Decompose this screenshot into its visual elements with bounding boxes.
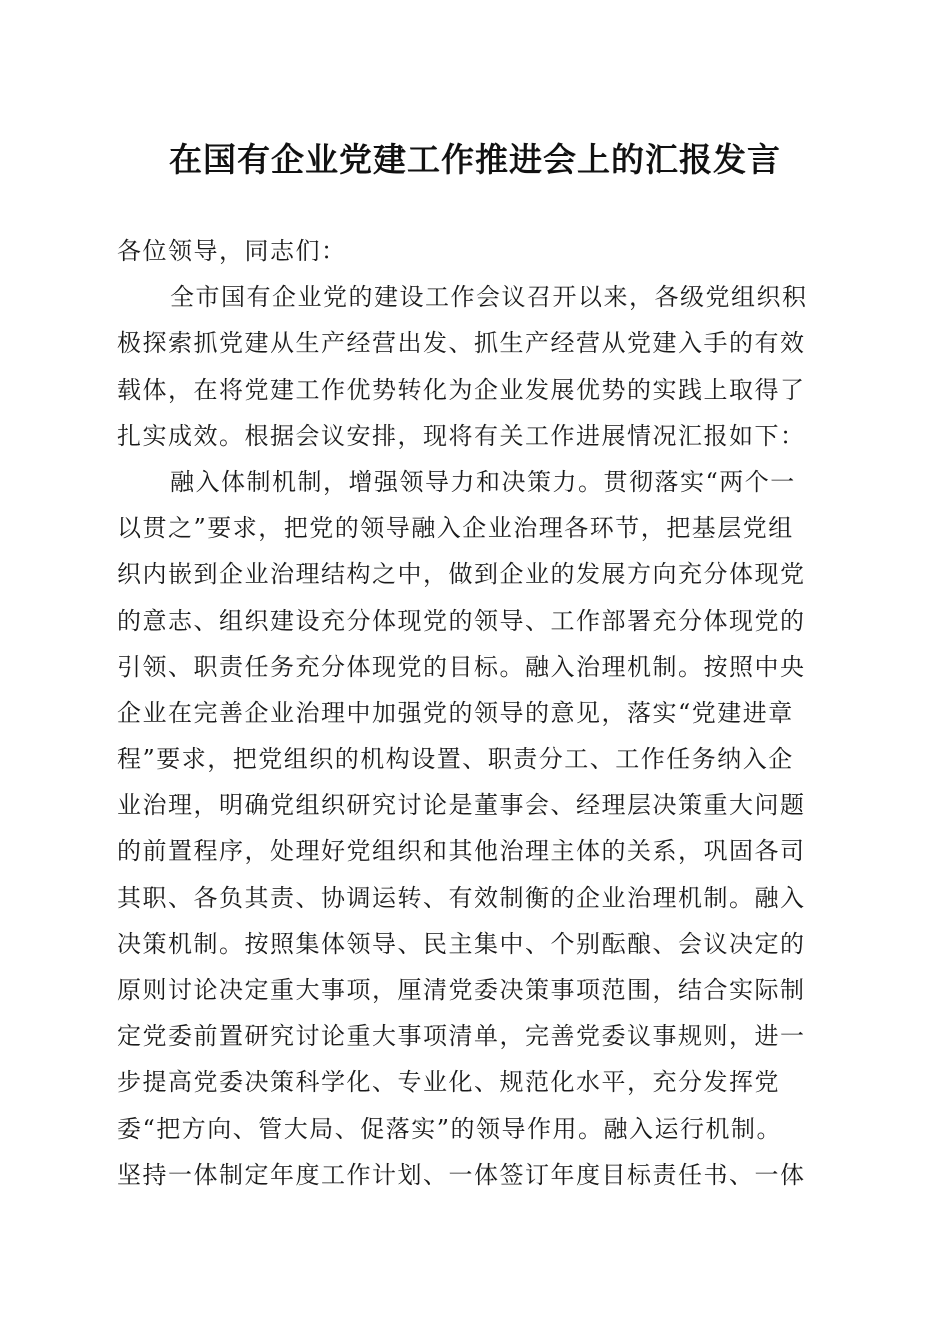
paragraph-line: 的前置程序，处理好党组织和其他治理主体的关系，巩固各司: [117, 837, 806, 866]
paragraph-line: 原则讨论决定重大事项，厘清党委决策事项范围，结合实际制: [117, 976, 806, 1004]
document-title: 在国有企业党建工作推进会上的汇报发言: [169, 140, 781, 179]
paragraph-line: 极探索抓党建从生产经营出发、抓生产经营从党建入手的有效: [117, 329, 806, 358]
paragraph-line: 织内嵌到企业治理结构之中，做到企业的发展方向充分体现党: [117, 560, 806, 589]
paragraph-line: 决策机制。按照集体领导、民主集中、个别酝酿、会议决定的: [117, 929, 806, 958]
paragraph-line: 企业在完善企业治理中加强党的领导的意见，落实“党建进章: [117, 698, 794, 727]
salutation: 各位领导，同志们：: [117, 237, 347, 265]
paragraph-line: 扎实成效。根据会议安排，现将有关工作进展情况汇报如下：: [117, 421, 806, 450]
paragraph-line: 融入体制机制，增强领导力和决策力。贯彻落实“两个一: [170, 467, 796, 496]
document-body: [117, 228, 829, 1198]
paragraph-line: 载体，在将党建工作优势转化为企业发展优势的实践上取得了: [117, 375, 806, 404]
paragraph-line: 其职、各负其责、协调运转、有效制衡的企业治理机制。融入: [117, 883, 806, 912]
paragraph-line: 以贯之”要求，把党的领导融入企业治理各环节，把基层党组: [117, 514, 794, 543]
paragraph-line: 全市国有企业党的建设工作会议召开以来，各级党组织积: [170, 283, 808, 312]
paragraph-line: 委“把方向、管大局、促落实”的领导作用。融入运行机制。: [117, 1114, 783, 1143]
paragraph-line: 坚持一体制定年度工作计划、一体签订年度目标责任书、一体: [117, 1160, 806, 1189]
paragraph-line: 程”要求，把党组织的机构设置、职责分工、工作任务纳入企: [117, 745, 794, 774]
paragraph-line: 步提高党委决策科学化、专业化、规范化水平，充分发挥党: [117, 1068, 780, 1097]
paragraph-line: 的意志、组织建设充分体现党的领导、工作部署充分体现党的: [117, 606, 806, 635]
paragraph-line: 引领、职责任务充分体现党的目标。融入治理机制。按照中央: [117, 652, 806, 681]
paragraph-line: 定党委前置研究讨论重大事项清单，完善党委议事规则，进一: [117, 1022, 806, 1051]
paragraph-line: 业治理，明确党组织研究讨论是董事会、经理层决策重大问题: [117, 791, 806, 820]
